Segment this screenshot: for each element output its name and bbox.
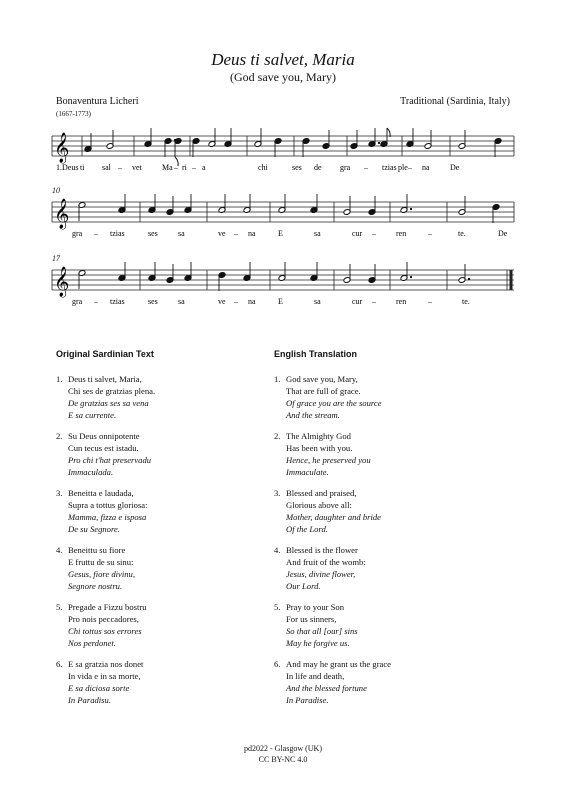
note [243, 262, 251, 281]
note [310, 262, 318, 281]
verse-number: 4. [56, 545, 63, 555]
note [458, 196, 466, 215]
note [368, 128, 380, 147]
lyric-syllable: – [234, 229, 238, 238]
verse-number: 6. [274, 659, 281, 669]
verse [56, 544, 256, 594]
lyric-syllable: te. [462, 297, 470, 306]
verse [56, 430, 256, 480]
verse-line: Cun tecus est istadu. [68, 443, 139, 453]
note [148, 262, 156, 281]
note [184, 194, 192, 213]
note [164, 138, 176, 157]
verse [56, 373, 256, 423]
verse-line: In vida e in sa morte, [68, 671, 141, 681]
note [343, 264, 351, 283]
lyric-syllable: ses [148, 229, 158, 238]
lyric-syllable: ple [398, 163, 408, 172]
note [218, 194, 226, 213]
lyric-syllable: na [422, 163, 430, 172]
lyric-syllable: sa [178, 229, 185, 238]
lyric-syllable: na [248, 297, 256, 306]
lyric-syllable: – [428, 297, 432, 306]
original-text-heading: Original Sardinian Text [56, 349, 154, 359]
lyric-syllable: ri [182, 163, 187, 172]
note [494, 138, 502, 157]
lyric-syllable: ses [148, 297, 158, 306]
treble-clef-icon: 𝄞 [54, 133, 70, 163]
verse-line: E fruttu de su sinu: [68, 557, 134, 567]
lyric-syllable: E [278, 297, 283, 306]
lyric-syllable: Ma [162, 163, 173, 172]
lyric-syllable: de [314, 163, 322, 172]
note [424, 130, 432, 149]
footer-credit: pd2022 - Glasgow (UK) [244, 744, 322, 753]
verse-number: 5. [274, 602, 281, 612]
lyric-syllable: ses [292, 163, 302, 172]
verse-line: In life and death, [286, 671, 345, 681]
verse [274, 544, 474, 594]
lyric-syllable: sa [314, 297, 321, 306]
note [224, 128, 232, 147]
lyric-syllable: ve [218, 229, 226, 238]
verse-line: God save you, Mary, [286, 374, 358, 384]
note [243, 194, 251, 213]
verse-line: Beneittu su fiore [68, 545, 126, 555]
note [184, 262, 192, 281]
note [218, 272, 226, 291]
system-number: 10 [52, 186, 60, 195]
lyric-syllable: gra [72, 229, 83, 238]
lyric-syllable: De [498, 229, 508, 238]
verse-line: Pray to your Son [286, 602, 345, 612]
verse-line: Of grace you are the source [286, 398, 382, 408]
verse-line: And fruit of the womb: [286, 557, 366, 567]
note [458, 264, 470, 283]
verse-line: Immaculada. [68, 467, 114, 477]
verse-line: Blessed is the flower [286, 545, 358, 555]
verse-line: Deus ti salvet, Maria, [68, 374, 142, 384]
note [166, 196, 174, 215]
lyric-syllable: cur [352, 229, 363, 238]
verse-line: Immaculate. [286, 467, 329, 477]
verse [56, 487, 256, 537]
lyric-syllable: 1.Deus [56, 163, 79, 172]
note [350, 130, 358, 149]
verse-line: Mother, daughter and bride [286, 512, 382, 522]
verse-line: For us sinners, [286, 614, 337, 624]
lyric-syllable: sa [314, 229, 321, 238]
note [274, 138, 282, 157]
note [208, 128, 216, 147]
composer-dates: (1667-1773) [56, 110, 91, 118]
verse-line: Hence, he preserved you [286, 455, 371, 465]
verse-line: Of the Lord. [286, 524, 328, 534]
verse-line: And the blessed fortune [286, 683, 367, 693]
note [278, 262, 286, 281]
note [368, 196, 376, 215]
verse-line: Jesus, divine flower, [286, 569, 356, 579]
verse-line: E sa diciosa sorte [68, 683, 130, 693]
note [343, 196, 351, 215]
verse [274, 487, 474, 537]
verse-line: Chi ses de gratzias plena. [68, 386, 156, 396]
verse-line: Gesus, fiore divinu, [68, 569, 135, 579]
verse-line: Glorious above all: [286, 500, 352, 510]
note [400, 262, 412, 281]
note [174, 138, 182, 166]
lyric-syllable: – [174, 163, 178, 172]
verse-line: So that all [our] sins [286, 626, 358, 636]
verse-line: Beneitta e laudada, [68, 488, 134, 498]
lyric-syllable: chi [258, 163, 268, 172]
verse-line: Su Deus onnipotente [68, 431, 140, 441]
note [278, 194, 286, 213]
verse-line: In Paradise. [286, 695, 329, 705]
note [144, 128, 152, 147]
note [406, 128, 414, 147]
verse [274, 373, 474, 423]
verse-number: 3. [56, 488, 63, 498]
verse-number: 2. [274, 431, 281, 441]
lyric-syllable: gra [340, 163, 351, 172]
lyric-syllable: tzias [382, 163, 397, 172]
lyric-syllable: – [234, 297, 238, 306]
lyric-syllable: vet [132, 163, 142, 172]
music-system-1 [52, 128, 514, 188]
translation-heading: English Translation [274, 349, 358, 359]
verse-line: May he forgive us. [286, 638, 350, 648]
lyric-syllable: a [202, 163, 206, 172]
treble-clef-icon: 𝄞 [54, 199, 70, 229]
verse-line: Pro nois peccadores, [68, 614, 139, 624]
verse-line: That are full of grace. [286, 386, 361, 396]
verse-number: 6. [56, 659, 63, 669]
note [166, 264, 174, 283]
verse-number: 1. [56, 374, 63, 384]
verse-line: De su Segnore. [68, 524, 120, 534]
note [192, 138, 200, 157]
verse-line: Supra a tottus gloriosa: [68, 500, 148, 510]
verse-line: Mamma, fizza e isposa [68, 512, 147, 522]
verse-line: The Almighty God [286, 431, 351, 441]
lyric-syllable: cur [352, 297, 363, 306]
staff-lines [52, 136, 514, 156]
note [492, 204, 500, 223]
lyric-syllable: sa [178, 297, 185, 306]
note [118, 262, 126, 281]
music-system-2 [52, 194, 514, 254]
verse [56, 658, 256, 708]
note [458, 130, 466, 149]
song-subtitle: (God save you, Mary) [230, 70, 336, 84]
verse-number: 3. [274, 488, 281, 498]
lyric-syllable: – [94, 297, 98, 306]
note [78, 270, 86, 289]
lyric-syllable: – [94, 229, 98, 238]
system-number: 17 [52, 254, 60, 263]
verse [56, 601, 256, 651]
lyric-syllable: ve [218, 297, 226, 306]
verse-line: And the stream. [286, 410, 340, 420]
verse-number: 5. [56, 602, 63, 612]
verse [274, 430, 474, 480]
song-title: Deus ti salvet, Maria [211, 50, 355, 69]
note [380, 128, 390, 147]
note [118, 194, 126, 213]
lyric-syllable: De [450, 163, 460, 172]
music-system-3 [52, 262, 514, 322]
verse-line: And may he grant us the grace [286, 659, 391, 669]
lyric-syllable: gra [72, 297, 83, 306]
note [310, 194, 318, 213]
note [254, 128, 262, 147]
note [302, 138, 310, 157]
verse-number: 2. [56, 431, 63, 441]
note [400, 194, 412, 213]
lyric-syllable: ti [80, 163, 85, 172]
note [368, 264, 376, 283]
lyric-syllable: E [278, 229, 283, 238]
lyric-syllable: – [364, 163, 368, 172]
lyric-syllable: tzias [110, 297, 125, 306]
lyric-syllable: – [428, 229, 432, 238]
lyric-syllable: – [408, 163, 412, 172]
verse-line: Chi tottus sos errores [68, 626, 142, 636]
lyric-syllable: – [372, 229, 376, 238]
verse-line: In Paradisu. [68, 695, 111, 705]
note [106, 130, 114, 149]
lyric-syllable: ren [396, 297, 407, 306]
composer-name: Bonaventura Licheri [56, 96, 139, 107]
treble-clef-icon: 𝄞 [54, 267, 70, 297]
lyric-syllable: te. [458, 229, 466, 238]
verse-line: Blessed and praised, [286, 488, 357, 498]
verse-line: Pro chi t'hat preservadu [68, 455, 152, 465]
verse-line: Nos perdonet. [68, 638, 116, 648]
verse-line: De gratzias ses sa vena [68, 398, 149, 408]
verse-line: E sa gratzia nos donet [68, 659, 144, 669]
note [148, 194, 156, 213]
lyric-syllable: sal [102, 163, 111, 172]
lyric-syllable: – [118, 163, 122, 172]
verse-line: Has been with you. [286, 443, 353, 453]
lyric-syllable: – [372, 297, 376, 306]
note [78, 202, 86, 221]
verse [274, 601, 474, 651]
lyric-syllable: ren [396, 229, 407, 238]
attribution: Traditional (Sardinia, Italy) [400, 96, 510, 107]
lyric-syllable: tzias [110, 229, 125, 238]
footer-license: CC BY-NC 4.0 [258, 755, 308, 764]
verse-line: Pregade a Fizzu bostru [68, 602, 147, 612]
note [322, 130, 330, 149]
verse-number: 4. [274, 545, 281, 555]
lyric-syllable: na [248, 229, 256, 238]
verse [274, 658, 474, 708]
lyric-syllable: – [192, 163, 196, 172]
verse-number: 1. [274, 374, 281, 384]
verse-line: Segnore nostru. [68, 581, 123, 591]
verse-line: E sa currente. [68, 410, 117, 420]
verse-line: Our Lord. [286, 581, 321, 591]
